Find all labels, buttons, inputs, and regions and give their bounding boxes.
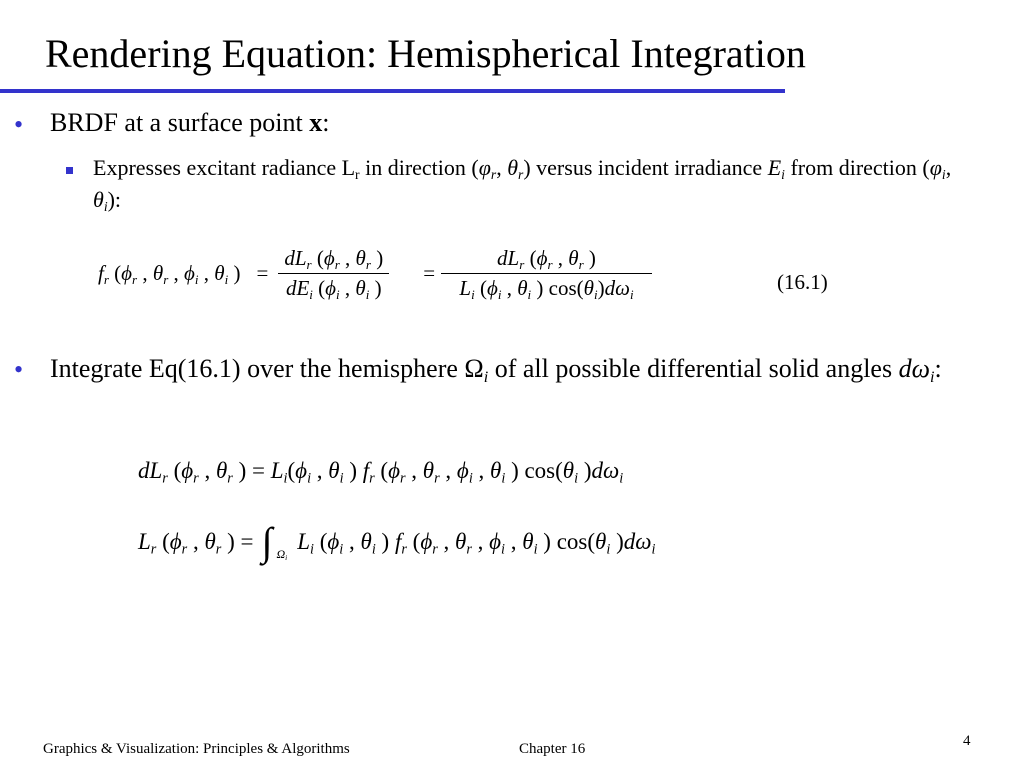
bullet-marker: • [14, 110, 24, 139]
rendering-integral-equation: $L_r$ ($\phi_r$ , $\theta_r$ ) = ∫ $\Omega_i$ $L_i$ ($\phi_i$ , $\theta_i$ ) $f_r$ ($\phi_r$ , $\theta_r$ , $\phi_i$ , $\theta_i$ ) $\cos(\theta_i$ )$d\omega_i$ [138, 519, 656, 564]
brdf-fraction-2: $\frac{dL_r (\phi_r , \theta_r )}{L_i (\phi_i , \theta_i ) \cos(\theta_i)d\omega_i}$ [441, 246, 652, 301]
brdf-equation: $f_r$ ($\phi_r$ , $\theta_r$ , $\phi_i$ , $\theta_i$ ) = $\frac{dL_r (\phi_r , \theta_r )}{dE_i (\phi_i , \theta_i )}$ = $\frac{dL_r (\phi_r , \theta_r )}{L_i (\phi_i , \theta_i ) \cos(\theta_i)d\omega_i}$ [98, 246, 652, 301]
bullet-marker: • [14, 355, 24, 384]
footer-book-title: Graphics & Visualization: Principles & Algorithms [43, 741, 350, 757]
bullet-brdf: BRDF at a surface point x: [50, 108, 330, 137]
bullet-integrate: Integrate Eq(16.1) over the hemisphere $\Omega_i$ of all possible differential solid angles $d\omega_i$: [50, 354, 942, 386]
brdf-fraction-1: $\frac{dL_r (\phi_r , \theta_r )}{dE_i (\phi_i , \theta_i )}$ [278, 246, 389, 301]
sub-bullet-brdf-description: Expresses excitant radiance $L_r$ in direction ($\varphi_r$, $\theta_r$) versus incident irradiance $E_i$ from direction ($\varphi_i$, $\theta_i$): [93, 155, 952, 215]
page-number: 4 [963, 733, 971, 749]
integral-sign: ∫ [261, 519, 273, 564]
slide-title: Rendering Equation: Hemispherical Integration [45, 31, 806, 76]
title-underline [0, 89, 785, 93]
sub-bullet-marker [66, 167, 73, 174]
footer-chapter: Chapter 16 [519, 741, 586, 757]
differential-radiance-equation: $dL_r$ ($\phi_r$ , $\theta_r$ ) = $L_i(\phi_i$ , $\theta_i$ ) $f_r$ ($\phi_r$ , $\theta_r$ , $\phi_i$ , $\theta_i$ ) $\cos(\theta_i$ )$d\omega_i$ [138, 458, 624, 487]
equation-number: (16.1) [777, 270, 828, 294]
